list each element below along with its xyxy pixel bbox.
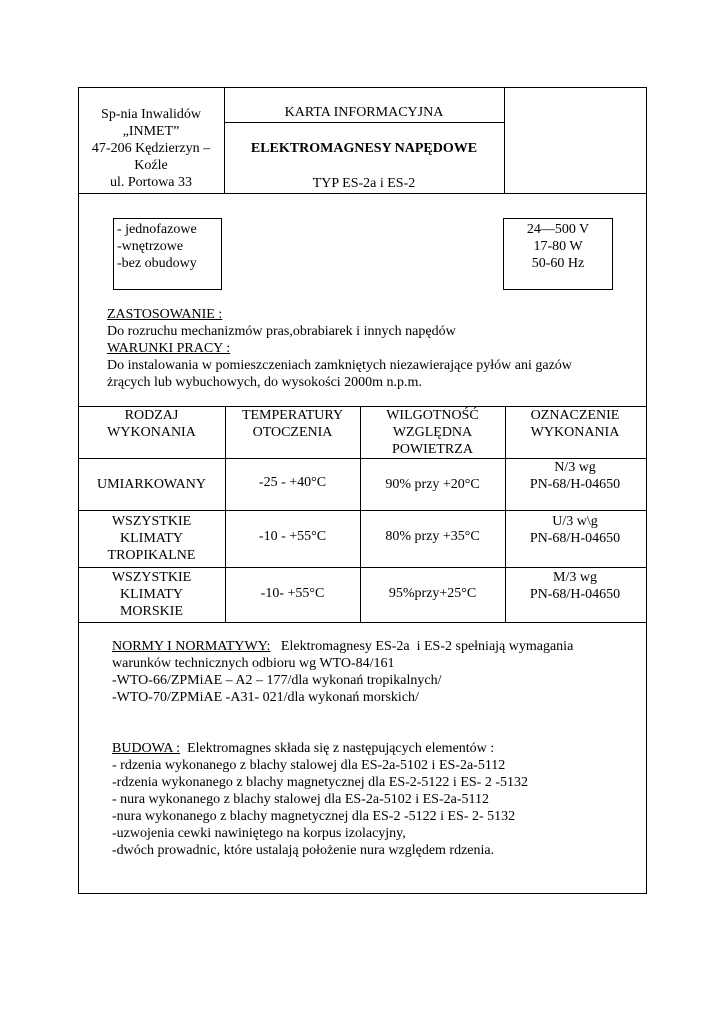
table-row-humidity: 95%przy+25°C [388,586,477,601]
header-cell-humidity: WILGOTNOŚĆ WZGLĘDNA POWIETRZA [386,407,479,457]
zastosowanie-heading: ZASTOSOWANIE : [107,307,223,322]
company-line: ul. Portowa 33 [109,175,193,190]
norms-first-line-text: Elektromagnesy ES-2a i ES-2 spełniają wymagania [270,639,574,654]
features-list [117,221,197,272]
construction-line: -dwóch prowadnic, które ustalają położenie nura względem rdzenia. [112,843,495,858]
warunki-line: żrących lub wybuchowych, do wysokości 2000m n.p.m. [107,375,422,390]
header-bottom-border [78,193,646,194]
construction-line: -rdzenia wykonanego z blachy magnetycznej dla ES-2-5122 i ES- 2 -5132 [112,775,528,790]
header-cell-temperature: TEMPERATURY OTOCZENIA [241,408,344,440]
feature-item: -wnętrzowe [117,239,184,254]
norms-heading: NORMY I NORMATYWY: [112,639,271,654]
table-row-type: WSZYSTKIE KLIMATY TROPIKALNE [107,514,196,563]
usage-section [107,306,572,391]
company-line: 47-206 Kędzierzyn – [91,141,211,156]
norms-line: warunków technicznych odbioru wg WTO-84/161 [112,656,395,671]
feature-item: -bez obudowy [117,256,197,271]
table-row-temperature: -10- +55°C [260,586,325,601]
norms-line: -WTO-70/ZPMiAE -A31- 021/dla wykonań morskich/ [112,690,419,705]
feature-item: - jednofazowe [117,222,197,237]
company-line: Koźle [134,158,168,173]
warunki-line: Do instalowania w pomieszczeniach zamkniętych niezawierające pyłów ani gazów [107,358,572,373]
header-cell-designation: OZNACZENIE WYKONANIA [530,408,620,440]
norms-line: -WTO-66/ZPMiAE – A2 – 177/dla wykonań tropikalnych/ [112,673,442,688]
norms-first-line [112,638,573,655]
table-row-type: WSZYSTKIE KLIMATY MORSKIE [111,570,192,619]
type-line: TYP ES-2a i ES-2 [312,176,416,191]
ratings-list [503,221,613,272]
construction-first-line [112,740,528,757]
header-divider-right [504,87,505,193]
header-title-underline [224,122,504,123]
table-row-designation: M/3 wg PN-68/H-04650 [529,570,621,602]
construction-line: - rdzenia wykonanego z blachy stalowej dla ES-2a-5102 i ES-2a-5112 [112,758,506,773]
company-line: Sp-nia Inwalidów [101,107,201,122]
table-row-type: UMIARKOWANY [97,476,206,492]
table-row-temperature: -10 - +55°C [258,529,327,544]
construction-section [112,740,528,859]
table-row-humidity: 90% przy +20°C [385,476,480,492]
table-row-humidity: 80% przy +35°C [385,529,480,544]
table-row-temperature: -25 - +40°C [258,474,327,490]
table-bottom-border [78,622,646,623]
rating-frequency: 50-60 Hz [531,256,585,271]
construction-first-line-text: Elektromagnes składa się z następujących elementów : [180,741,495,756]
warunki-heading: WARUNKI PRACY : [107,341,231,356]
table-row-designation: U/3 w\g PN-68/H-04650 [529,514,621,546]
company-address [78,106,224,191]
card-title: KARTA INFORMACYJNA [284,105,444,120]
rating-voltage: 24—500 V [526,222,590,237]
rating-power: 17-80 W [533,239,583,254]
norms-section [112,638,573,706]
company-line: „INMET” [122,124,180,139]
product-title: ELEKTROMAGNESY NAPĘDOWE [250,141,478,156]
construction-line: -nura wykonanego z blachy magnetycznej dla ES-2 -5122 i ES- 2- 5132 [112,809,516,824]
construction-line: - nura wykonanego z blachy stalowej dla ES-2a-5102 i ES-2a-5112 [112,792,489,807]
zastosowanie-text: Do rozruchu mechanizmów pras,obrabiarek i innych napędów [107,324,456,339]
construction-heading: BUDOWA : [112,741,181,756]
construction-line: -uzwojenia cewki nawiniętego na korpus izolacyjny, [112,826,406,841]
table-row-designation: N/3 wg PN-68/H-04650 [529,460,621,492]
header-cell-type: RODZAJ WYKONANIA [107,408,196,440]
